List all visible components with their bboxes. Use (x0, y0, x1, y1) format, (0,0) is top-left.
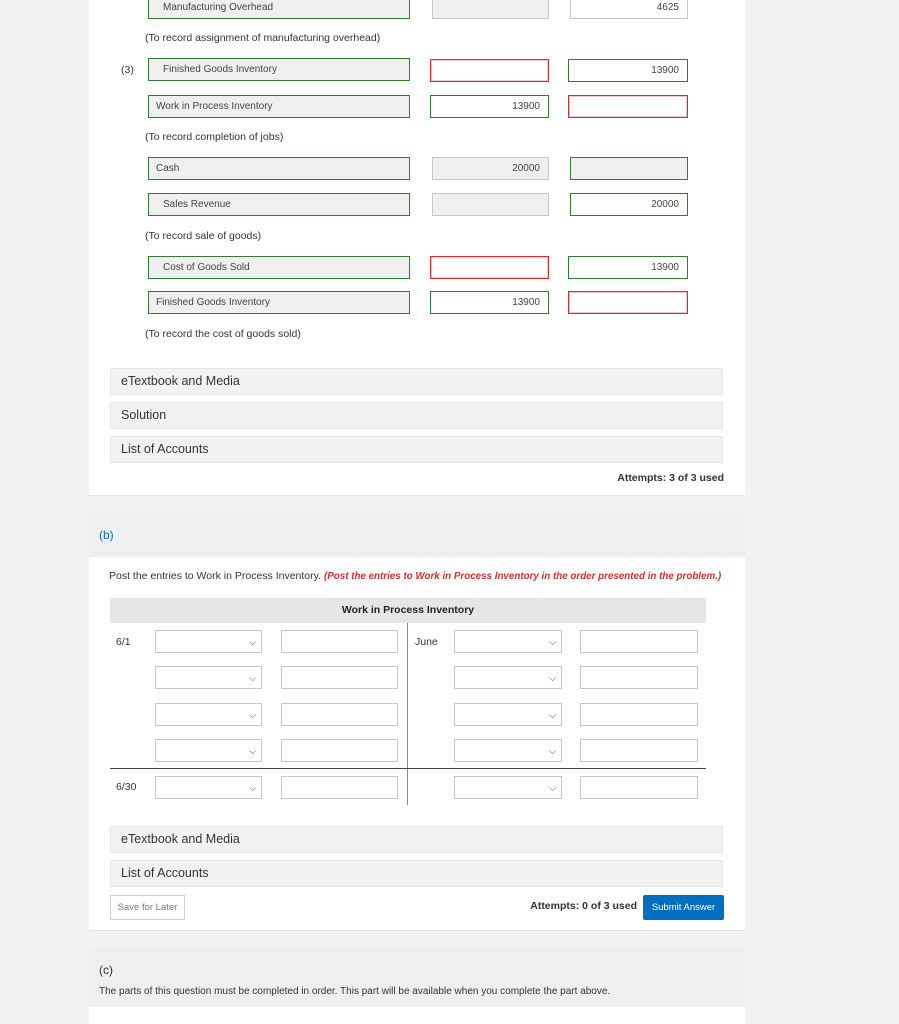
account-field[interactable]: Manufacturing Overhead (148, 0, 410, 19)
credit-amount-input[interactable] (580, 630, 698, 653)
entry-note: (To record assignment of manufacturing overhead) (145, 32, 381, 44)
credit-field[interactable] (568, 95, 688, 118)
chevron-down-icon: ⌵ (249, 637, 256, 647)
debit-account-select[interactable] (155, 703, 262, 726)
save-for-later-button[interactable]: Save for Later (110, 895, 185, 920)
account-field[interactable]: Finished Goods Inventory (148, 58, 410, 81)
date-label: 6/1 (116, 636, 131, 648)
debit-field[interactable]: 13900 (430, 291, 549, 314)
part-c-message: The parts of this question must be completed in order. This part will be available when you complete the part above. (99, 986, 611, 997)
credit-account-select[interactable] (454, 703, 562, 726)
account-field[interactable]: Sales Revenue (148, 193, 410, 216)
credit-amount-input[interactable] (580, 739, 698, 762)
chevron-down-icon: ⌵ (249, 673, 256, 683)
attempts-text: Attempts: 3 of 3 used (617, 472, 724, 484)
part-c-label: (c) (99, 963, 113, 977)
attempts-text: Attempts: 0 of 3 used (530, 900, 637, 912)
credit-account-select[interactable] (454, 666, 562, 689)
credit-field[interactable] (568, 291, 688, 314)
debit-field[interactable] (430, 59, 549, 82)
entry-note: (To record completion of jobs) (145, 131, 284, 143)
credit-field[interactable]: 20000 (570, 193, 688, 216)
debit-field[interactable] (432, 193, 549, 216)
chevron-down-icon: ⌵ (249, 746, 256, 756)
list-of-accounts-link[interactable]: List of Accounts (110, 860, 723, 887)
instruction-red-text: (Post the entries to Work in Process Inventory in the order presented in the problem.) (323, 571, 722, 582)
debit-account-select[interactable] (155, 666, 262, 689)
credit-amount-input[interactable] (580, 703, 698, 726)
chevron-down-icon: ⌵ (549, 710, 556, 720)
credit-amount-input[interactable] (580, 666, 698, 689)
entry-number: (3) (121, 64, 134, 76)
debit-field[interactable] (430, 256, 549, 279)
credit-account-select[interactable] (454, 739, 562, 762)
debit-field[interactable]: 13900 (430, 95, 549, 118)
part-b-instruction (109, 570, 721, 582)
credit-account-select[interactable] (454, 630, 562, 653)
solution-link[interactable]: Solution (110, 402, 723, 429)
balance-amount-input[interactable] (281, 776, 398, 799)
chevron-down-icon: ⌵ (249, 710, 256, 720)
credit-field[interactable] (570, 157, 688, 180)
debit-amount-input[interactable] (281, 703, 398, 726)
credit-field[interactable]: 4625 (570, 0, 688, 19)
balance-account-select[interactable] (155, 776, 262, 799)
list-of-accounts-link[interactable]: List of Accounts (110, 436, 723, 463)
credit-balance-input[interactable] (580, 776, 698, 799)
date-label: 6/30 (116, 781, 137, 793)
etextbook-link[interactable]: eTextbook and Media (110, 368, 723, 395)
debit-account-select[interactable] (155, 739, 262, 762)
ledger-total-line (110, 768, 706, 769)
entry-note: (To record sale of goods) (145, 230, 262, 242)
etextbook-link[interactable]: eTextbook and Media (110, 826, 723, 853)
date-label: June (415, 636, 438, 648)
account-field[interactable]: Work in Process Inventory (148, 95, 410, 118)
account-field[interactable]: Cost of Goods Sold (148, 256, 410, 279)
chevron-down-icon: ⌵ (249, 783, 256, 793)
chevron-down-icon: ⌵ (549, 637, 556, 647)
credit-balance-select[interactable] (454, 776, 562, 799)
chevron-down-icon: ⌵ (549, 746, 556, 756)
chevron-down-icon: ⌵ (549, 783, 556, 793)
debit-field[interactable] (432, 0, 549, 19)
credit-field[interactable]: 13900 (568, 256, 688, 279)
debit-amount-input[interactable] (281, 739, 398, 762)
account-field[interactable]: Cash (148, 157, 410, 180)
ledger-vertical-line (407, 623, 408, 805)
debit-field[interactable]: 20000 (432, 157, 549, 180)
account-field[interactable]: Finished Goods Inventory (148, 291, 410, 314)
part-c-body (89, 1007, 745, 1024)
ledger-header: Work in Process Inventory (110, 598, 706, 623)
part-b-label: (b) (99, 528, 114, 542)
debit-amount-input[interactable] (281, 630, 398, 653)
debit-account-select[interactable] (155, 630, 262, 653)
debit-amount-input[interactable] (281, 666, 398, 689)
entry-note: (To record the cost of goods sold) (145, 328, 301, 340)
submit-answer-button[interactable]: Submit Answer (643, 895, 724, 920)
instruction-text: Post the entries to Work in Process Inventory. (109, 570, 322, 582)
chevron-down-icon: ⌵ (549, 673, 556, 683)
part-c-panel (89, 947, 745, 1007)
credit-field[interactable]: 13900 (568, 59, 688, 82)
part-b-header (89, 512, 745, 557)
